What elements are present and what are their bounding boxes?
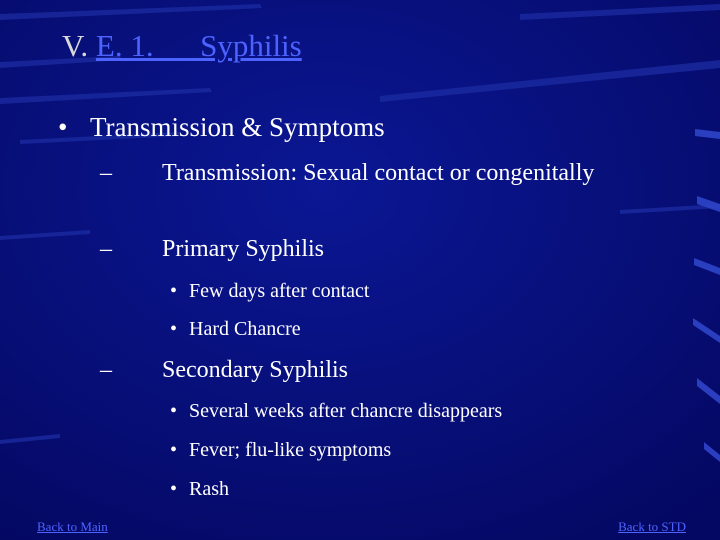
title-section-number: V. — [62, 28, 89, 63]
back-to-std-link[interactable]: Back to STD — [618, 519, 686, 534]
dash-glyph: – — [100, 160, 112, 186]
sub-list-item — [170, 277, 369, 305]
heading-bullet-item — [58, 110, 385, 144]
bullet-glyph: • — [170, 439, 178, 461]
sub-list-item — [170, 436, 391, 464]
sub-item-text: Hard Chancre — [189, 318, 301, 340]
heading-text: Transmission & Symptoms — [90, 112, 385, 142]
dash-glyph: – — [100, 236, 112, 262]
back-to-main-link[interactable]: Back to Main — [37, 519, 108, 534]
list-item-secondary-syphilis: Secondary Syphilis — [162, 357, 348, 383]
bullet-glyph: • — [170, 400, 178, 422]
list-item-primary-syphilis: Primary Syphilis — [162, 236, 325, 262]
sub-item-text: Rash — [189, 478, 229, 500]
sub-item-text: Fever; flu-like symptoms — [189, 439, 392, 461]
sub-item-text: Several weeks after chancre disappears — [189, 400, 503, 422]
sub-item-text: Few days after contact — [189, 280, 370, 302]
bullet-glyph: • — [170, 280, 178, 302]
sub-list-item — [170, 475, 229, 503]
bullet-glyph: • — [170, 478, 178, 500]
bullet-glyph: • — [58, 112, 68, 142]
sub-list-item — [170, 397, 502, 425]
list-item-transmission: Transmission: Sexual contact or congenitally — [162, 160, 595, 186]
title-link[interactable]: E. 1. Syphilis — [95, 28, 302, 63]
slide-title — [62, 28, 302, 64]
dash-glyph: – — [100, 357, 112, 383]
bullet-glyph: • — [170, 318, 178, 340]
sub-list-item — [170, 315, 301, 343]
